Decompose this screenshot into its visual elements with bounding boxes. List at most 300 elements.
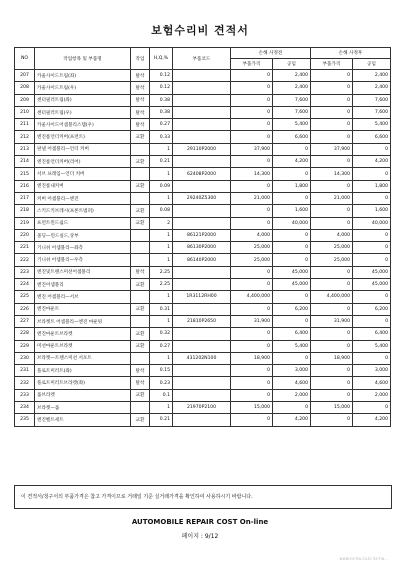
cell-after-parts: 37,900	[311, 143, 353, 155]
header-no: NO	[15, 48, 35, 70]
cell-item: 카울사이드트림(좌)	[35, 70, 131, 82]
cell-qty: 0.15	[150, 365, 173, 377]
table-row	[15, 352, 391, 364]
cell-after-parts: 21,000	[311, 192, 353, 204]
cell-after-parts: 0	[311, 70, 353, 82]
cell-no: 217	[15, 192, 35, 204]
cell-work	[131, 402, 150, 414]
cell-code	[173, 365, 231, 377]
cell-before-parts: 0	[231, 205, 273, 217]
cell-code	[173, 82, 231, 94]
cell-qty: 0.09	[150, 180, 173, 192]
table-row	[15, 402, 391, 414]
cell-before-labor: 45,000	[273, 279, 311, 291]
cell-item: 기니쉬 어셈블리—좌측	[35, 242, 131, 254]
cell-no: 223	[15, 266, 35, 278]
cell-before-parts: 25,000	[231, 242, 273, 254]
cell-qty: 0.12	[150, 82, 173, 94]
cell-work: 교환	[131, 217, 150, 229]
cell-after-labor: 45,000	[353, 266, 391, 278]
table-row	[15, 143, 391, 155]
cell-after-parts: 0	[311, 217, 353, 229]
cell-after-labor: 0	[353, 242, 391, 254]
cell-after-labor: 0	[353, 143, 391, 155]
header-before-group: 손해 사정전	[231, 48, 311, 59]
cell-item: 센터필러트림(우)	[35, 106, 131, 118]
cell-qty: 0.21	[150, 414, 173, 426]
cell-qty: 0.32	[150, 328, 173, 340]
cell-item: 커버 어셈블리—엔진	[35, 192, 131, 204]
cell-after-labor: 3,000	[353, 365, 391, 377]
cell-no: 227	[15, 315, 35, 327]
cell-no: 226	[15, 303, 35, 315]
cell-after-parts: 0	[311, 156, 353, 168]
cell-before-parts: 0	[231, 106, 273, 118]
cell-no: 212	[15, 131, 35, 143]
cell-qty: 0.38	[150, 106, 173, 118]
table-row	[15, 192, 391, 204]
table-row	[15, 229, 391, 241]
cell-qty: 0.21	[150, 156, 173, 168]
cell-work: 교환	[131, 340, 150, 352]
cell-item: 플로트미러트(좌)	[35, 365, 131, 377]
cell-after-labor: 0	[353, 291, 391, 303]
cell-code: 1R3112RH00	[173, 291, 231, 303]
cell-after-parts: 4,400,000	[311, 291, 353, 303]
cell-item: 카울사이드어셈블리스텝(우)	[35, 119, 131, 131]
cell-before-parts: 37,900	[231, 143, 273, 155]
cell-qty: 0.33	[150, 131, 173, 143]
table-row	[15, 70, 391, 82]
cell-work: 탈착	[131, 365, 150, 377]
cell-code	[173, 389, 231, 401]
cell-before-labor: 1,600	[273, 205, 311, 217]
table-row	[15, 377, 391, 389]
cell-code	[173, 156, 231, 168]
document-title: 보험수리비 견적서	[151, 24, 249, 37]
cell-before-parts: 0	[231, 340, 273, 352]
cell-after-parts: 14,300	[311, 168, 353, 180]
cell-item: 엔진및트랜스미션어셈블리	[35, 266, 131, 278]
cell-no: 225	[15, 291, 35, 303]
cell-qty: 0.23	[150, 377, 173, 389]
cell-code	[173, 119, 231, 131]
cell-before-parts: 0	[231, 303, 273, 315]
cell-after-parts: 0	[311, 266, 353, 278]
table-row	[15, 119, 391, 131]
table-row	[15, 414, 391, 426]
cell-after-labor: 5,400	[353, 119, 391, 131]
cell-item: 프런트윈드쉴드	[35, 217, 131, 229]
cell-no: 208	[15, 82, 35, 94]
cell-code	[173, 279, 231, 291]
cell-item: 엔진룸내커버	[35, 180, 131, 192]
cell-after-parts: 4,000	[311, 229, 353, 241]
cell-work: 탈착	[131, 377, 150, 389]
table-row	[15, 205, 391, 217]
cell-after-labor: 40,000	[353, 217, 391, 229]
cell-before-labor: 0	[273, 143, 311, 155]
cell-work: 교환	[131, 131, 150, 143]
cell-after-labor: 0	[353, 315, 391, 327]
cell-before-parts: 0	[231, 328, 273, 340]
cell-no: 209	[15, 94, 35, 106]
cell-qty: 2.25	[150, 279, 173, 291]
cell-work: 교환	[131, 180, 150, 192]
cell-qty: 0.27	[150, 340, 173, 352]
table-row	[15, 217, 391, 229]
cell-before-parts: 31,900	[231, 315, 273, 327]
cell-qty: 0.08	[150, 205, 173, 217]
cell-work: 교환	[131, 279, 150, 291]
cell-qty: 0.31	[150, 303, 173, 315]
cell-qty: 0.12	[150, 70, 173, 82]
estimate-rows	[15, 70, 391, 427]
header-after-parts: 부품가격	[311, 59, 353, 70]
cell-no: 211	[15, 119, 35, 131]
cell-no: 214	[15, 156, 35, 168]
cell-before-parts: 0	[231, 377, 273, 389]
cell-work	[131, 229, 150, 241]
cell-work: 탈착	[131, 82, 150, 94]
cell-before-labor: 2,000	[273, 389, 311, 401]
cell-item: 브라켓—롤	[35, 402, 131, 414]
cell-before-labor: 6,600	[273, 131, 311, 143]
cell-item: 몰딩—윈드실드,상부	[35, 229, 131, 241]
cell-before-labor: 40,000	[273, 217, 311, 229]
cell-before-labor: 0	[273, 229, 311, 241]
cell-item: 엔진 어셈블리—서브	[35, 291, 131, 303]
cell-item: 판넬 어셈블리—언더 커버	[35, 143, 131, 155]
cell-before-labor: 0	[273, 192, 311, 204]
cell-item: 브라켓—트랜스미션 서포트	[35, 352, 131, 364]
cell-before-parts: 18,900	[231, 352, 273, 364]
cell-before-labor: 6,400	[273, 328, 311, 340]
cell-qty: 2.25	[150, 266, 173, 278]
page-number: 페이지 : 9/12	[181, 533, 219, 540]
cell-before-parts: 0	[231, 94, 273, 106]
cell-qty: 1	[150, 242, 173, 254]
cell-after-labor: 4,200	[353, 414, 391, 426]
cell-after-labor: 7,600	[353, 94, 391, 106]
cell-item: 센터필러트림(좌)	[35, 94, 131, 106]
cell-work: 탈착	[131, 106, 150, 118]
header-after-group: 손해 사정후	[311, 48, 391, 59]
cell-before-labor: 0	[273, 291, 311, 303]
cell-after-labor: 7,600	[353, 106, 391, 118]
cell-qty: 1	[150, 168, 173, 180]
table-row	[15, 365, 391, 377]
cell-before-labor: 5,400	[273, 119, 311, 131]
cell-before-labor: 5,400	[273, 340, 311, 352]
cell-after-labor: 6,200	[353, 303, 391, 315]
cell-after-parts: 25,000	[311, 254, 353, 266]
cell-work	[131, 192, 150, 204]
cell-after-parts: 0	[311, 340, 353, 352]
cell-work: 교환	[131, 303, 150, 315]
cell-before-parts: 0	[231, 414, 273, 426]
cell-before-parts: 25,000	[231, 254, 273, 266]
cell-no: 222	[15, 254, 35, 266]
cell-after-parts: 0	[311, 303, 353, 315]
cell-no: 213	[15, 143, 35, 155]
cell-work	[131, 168, 150, 180]
cell-before-labor: 0	[273, 242, 311, 254]
cell-before-labor: 4,600	[273, 377, 311, 389]
price-disclaimer: 이 견적서/청구서의 부품가격은 참고 가격이므로 거래일 기준 실거래가격을 확인하여 사용하시기 바랍니다.	[14, 485, 392, 509]
cell-item: 플로트미러트브라켓(좌)	[35, 377, 131, 389]
cell-item: 엔진어셈블리	[35, 279, 131, 291]
cell-item: 엔진룸언더커버(프런트)	[35, 131, 131, 143]
cell-no: 207	[15, 70, 35, 82]
cell-before-labor: 1,800	[273, 180, 311, 192]
cell-code	[173, 217, 231, 229]
table-row	[15, 266, 391, 278]
cell-item: 스키드키브레시(프론트범퍼)	[35, 205, 131, 217]
cell-item: 엔진룸언더커버(리어)	[35, 156, 131, 168]
cell-before-parts: 21,000	[231, 192, 273, 204]
cell-code: 21970P2100	[173, 402, 231, 414]
table-row	[15, 168, 391, 180]
cell-after-parts: 18,900	[311, 352, 353, 364]
cell-no: 221	[15, 242, 35, 254]
footer-title: AUTOMOBILE REPAIR COST On-line	[131, 518, 269, 526]
cell-after-parts: 0	[311, 131, 353, 143]
cell-work	[131, 143, 150, 155]
cell-work	[131, 315, 150, 327]
cell-no: 234	[15, 402, 35, 414]
cell-before-parts: 0	[231, 217, 273, 229]
header-item: 작업항목 및 부품명	[35, 48, 131, 70]
cell-item: 기니쉬 어셈블리—우측	[35, 254, 131, 266]
cell-after-labor: 4,600	[353, 377, 391, 389]
cell-qty: 1	[150, 291, 173, 303]
cell-before-parts: 4,000	[231, 229, 273, 241]
cell-work: 탈착	[131, 266, 150, 278]
watermark: www.ns-ha.co.kr ks-ha...	[339, 556, 388, 561]
cell-after-parts: 0	[311, 82, 353, 94]
cell-code	[173, 328, 231, 340]
cell-after-parts: 0	[311, 119, 353, 131]
cell-before-parts: 0	[231, 131, 273, 143]
cell-no: 216	[15, 180, 35, 192]
cell-item: 엔진마운트	[35, 303, 131, 315]
cell-after-labor: 1,600	[353, 205, 391, 217]
cell-qty: 1	[150, 229, 173, 241]
table-row	[15, 328, 391, 340]
cell-before-labor: 4,200	[273, 414, 311, 426]
cell-before-parts: 0	[231, 279, 273, 291]
cell-code: 21810P2650	[173, 315, 231, 327]
cell-after-labor: 5,400	[353, 340, 391, 352]
cell-code	[173, 70, 231, 82]
cell-code	[173, 180, 231, 192]
header-work: 작업	[131, 48, 150, 70]
table-row	[15, 131, 391, 143]
cell-code	[173, 205, 231, 217]
cell-qty: 0.1	[150, 389, 173, 401]
cell-after-labor: 6,600	[353, 131, 391, 143]
cell-no: 235	[15, 414, 35, 426]
table-row	[15, 340, 391, 352]
cell-after-labor: 1,800	[353, 180, 391, 192]
cell-before-parts: 0	[231, 70, 273, 82]
cell-code: 29240Z5300	[173, 192, 231, 204]
cell-after-labor: 0	[353, 229, 391, 241]
cell-qty: 1	[150, 315, 173, 327]
cell-code: 86121P2000	[173, 229, 231, 241]
cell-after-parts: 0	[311, 377, 353, 389]
cell-after-parts: 0	[311, 365, 353, 377]
cell-no: 232	[15, 377, 35, 389]
cell-qty: 1	[150, 352, 173, 364]
cell-code	[173, 131, 231, 143]
cell-code	[173, 340, 231, 352]
cell-work	[131, 254, 150, 266]
cell-no: 220	[15, 229, 35, 241]
table-row	[15, 180, 391, 192]
cell-before-parts: 0	[231, 156, 273, 168]
cell-before-parts: 0	[231, 180, 273, 192]
table-row	[15, 291, 391, 303]
cell-after-parts: 0	[311, 414, 353, 426]
cell-before-labor: 45,000	[273, 266, 311, 278]
cell-after-parts: 0	[311, 106, 353, 118]
cell-after-parts: 0	[311, 279, 353, 291]
cell-work: 교환	[131, 156, 150, 168]
cell-item: 브라켓트 어셈블리—엔진 마운팅	[35, 315, 131, 327]
header-hqty: H,Q,%	[150, 48, 173, 70]
header-row-1	[15, 48, 391, 59]
cell-item: 카울사이드트림(우)	[35, 82, 131, 94]
cell-before-parts: 4,400,000	[231, 291, 273, 303]
cell-code	[173, 94, 231, 106]
cell-after-parts: 0	[311, 205, 353, 217]
table-row	[15, 389, 391, 401]
cell-before-parts: 15,000	[231, 402, 273, 414]
cell-code	[173, 377, 231, 389]
cell-qty: 1	[150, 402, 173, 414]
cell-no: 228	[15, 328, 35, 340]
cell-code: 431202N100	[173, 352, 231, 364]
header-before-labor: 공임	[273, 59, 311, 70]
cell-after-labor: 2,400	[353, 70, 391, 82]
table-row	[15, 254, 391, 266]
cell-after-parts: 15,000	[311, 402, 353, 414]
cell-before-parts: 0	[231, 82, 273, 94]
cell-work: 교환	[131, 328, 150, 340]
cell-after-labor: 2,400	[353, 82, 391, 94]
cell-work	[131, 352, 150, 364]
cell-after-parts: 0	[311, 328, 353, 340]
cell-item: 엔진벨트세트	[35, 414, 131, 426]
cell-item: 엔진마운트브라켓	[35, 328, 131, 340]
cell-code: 86140P2000	[173, 254, 231, 266]
table-row	[15, 94, 391, 106]
cell-no: 230	[15, 352, 35, 364]
cell-qty: 1	[150, 254, 173, 266]
cell-code: 29110P2000	[173, 143, 231, 155]
cell-work: 탈착	[131, 70, 150, 82]
cell-qty: 0.38	[150, 94, 173, 106]
cell-work: 교환	[131, 414, 150, 426]
cell-work: 교환	[131, 205, 150, 217]
cell-no: 231	[15, 365, 35, 377]
cell-qty: 2	[150, 217, 173, 229]
cell-before-parts: 0	[231, 119, 273, 131]
table-row	[15, 242, 391, 254]
cell-after-labor: 2,000	[353, 389, 391, 401]
cell-before-labor: 0	[273, 315, 311, 327]
cell-before-labor: 0	[273, 402, 311, 414]
cell-item: 서브 프레임—언더 커버	[35, 168, 131, 180]
cell-work	[131, 242, 150, 254]
cell-after-parts: 0	[311, 389, 353, 401]
cell-after-labor: 6,400	[353, 328, 391, 340]
cell-code: 86130P2000	[173, 242, 231, 254]
cell-no: 210	[15, 106, 35, 118]
cell-after-parts: 0	[311, 94, 353, 106]
cell-after-labor: 4,200	[353, 156, 391, 168]
cell-before-labor: 4,200	[273, 156, 311, 168]
cell-after-parts: 0	[311, 180, 353, 192]
table-row	[15, 303, 391, 315]
cell-no: 233	[15, 389, 35, 401]
cell-code: 62408P2000	[173, 168, 231, 180]
cell-before-labor: 7,600	[273, 106, 311, 118]
cell-before-parts: 14,300	[231, 168, 273, 180]
cell-after-labor: 0	[353, 402, 391, 414]
cell-item: 롤브라켓	[35, 389, 131, 401]
cell-before-parts: 0	[231, 365, 273, 377]
cell-qty: 0.27	[150, 119, 173, 131]
cell-item: 미션마운트브라켓	[35, 340, 131, 352]
cell-work: 교환	[131, 389, 150, 401]
cell-work	[131, 291, 150, 303]
cell-after-labor: 0	[353, 254, 391, 266]
cell-qty: 1	[150, 143, 173, 155]
table-row	[15, 315, 391, 327]
table-row	[15, 106, 391, 118]
cell-after-labor: 0	[353, 352, 391, 364]
cell-no: 215	[15, 168, 35, 180]
cell-work: 탈착	[131, 94, 150, 106]
header-after-labor: 공임	[353, 59, 391, 70]
cell-code	[173, 303, 231, 315]
cell-before-labor: 0	[273, 254, 311, 266]
cell-after-parts: 31,900	[311, 315, 353, 327]
header-before-parts: 부품가격	[231, 59, 273, 70]
table-row	[15, 279, 391, 291]
cell-code	[173, 266, 231, 278]
cell-no: 224	[15, 279, 35, 291]
cell-before-labor: 2,400	[273, 70, 311, 82]
cell-after-labor: 0	[353, 168, 391, 180]
cell-code	[173, 106, 231, 118]
cell-code	[173, 414, 231, 426]
cell-before-labor: 0	[273, 352, 311, 364]
table-row	[15, 82, 391, 94]
table-row	[15, 156, 391, 168]
cell-before-labor: 6,200	[273, 303, 311, 315]
cell-before-labor: 3,000	[273, 365, 311, 377]
cell-before-parts: 0	[231, 266, 273, 278]
cell-after-parts: 25,000	[311, 242, 353, 254]
cell-before-labor: 7,600	[273, 94, 311, 106]
estimate-table	[14, 47, 391, 427]
cell-after-labor: 0	[353, 192, 391, 204]
cell-qty: 1	[150, 192, 173, 204]
